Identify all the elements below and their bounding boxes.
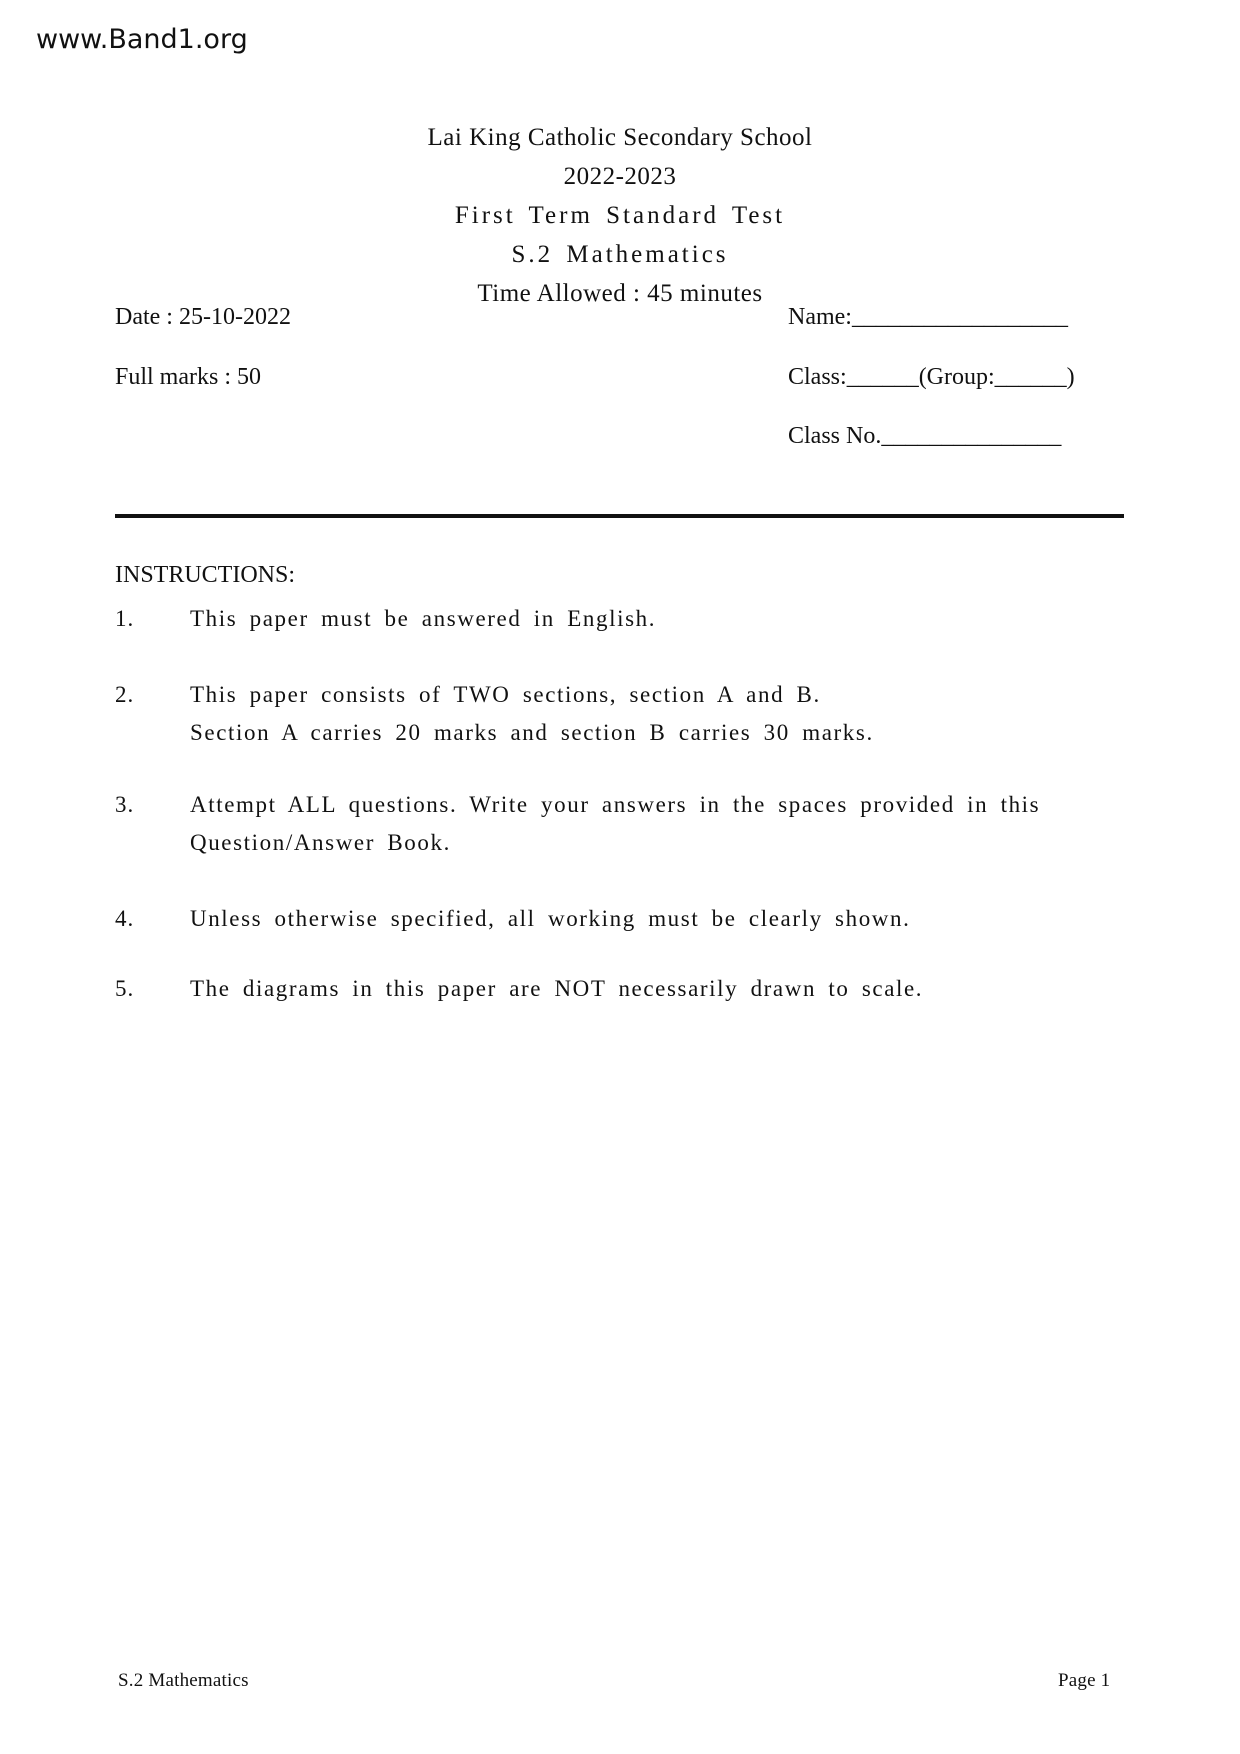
full-marks-label: Full marks : 50: [115, 364, 262, 390]
instruction-item-3: [115, 786, 1125, 862]
instruction-text: [190, 676, 1125, 752]
instruction-item-4: [115, 900, 1125, 938]
class-no-label: Class No.: [788, 423, 882, 449]
group-close-paren: ): [1066, 364, 1075, 390]
time-allowed: Time Allowed : 45 minutes: [477, 280, 763, 307]
class-group-field: [788, 364, 1075, 391]
instruction-line: Attempt ALL questions. Write your answers in the spaces provided in this: [190, 792, 1041, 817]
instruction-line: This paper must be answered in English.: [190, 606, 657, 631]
instruction-number: 3.: [115, 792, 135, 817]
watermark-url: www.Band1.org: [36, 24, 248, 55]
instruction-text: [190, 970, 1125, 1008]
class-blank-line: ______: [846, 364, 919, 390]
instruction-line: Question/Answer Book.: [190, 830, 451, 855]
instructions-heading: INSTRUCTIONS:: [115, 562, 296, 588]
class-no-blank-line: _______________: [881, 423, 1062, 449]
paper-header: [0, 118, 1240, 313]
instruction-number: 5.: [115, 976, 135, 1001]
instruction-text: [190, 786, 1125, 862]
test-name: First Term Standard Test: [454, 202, 786, 229]
instruction-text: [190, 900, 1125, 938]
name-field: [788, 304, 1068, 331]
instruction-item-5: [115, 970, 1125, 1008]
instruction-line: Unless otherwise specified, all working must be clearly shown.: [190, 906, 911, 931]
group-blank-line: ______: [994, 364, 1067, 390]
instruction-item-2: [115, 676, 1125, 752]
instruction-number: 4.: [115, 906, 135, 931]
school-year: 2022-2023: [563, 163, 677, 190]
name-blank-line: __________________: [851, 304, 1068, 330]
header-divider-rule: [115, 514, 1124, 518]
date-label: Date : 25-10-2022: [115, 304, 291, 330]
instruction-text: [190, 600, 1125, 638]
group-label: (Group:: [918, 364, 995, 390]
instruction-number: 1.: [115, 606, 135, 631]
footer-subject: S.2 Mathematics: [118, 1670, 249, 1691]
instruction-item-1: [115, 600, 1125, 638]
instruction-line: The diagrams in this paper are NOT necessarily drawn to scale.: [190, 976, 924, 1001]
subject-name: S.2 Mathematics: [511, 241, 729, 268]
class-label: Class:: [788, 364, 847, 390]
name-label: Name:: [788, 304, 852, 330]
instruction-line: This paper consists of TWO sections, section A and B.: [190, 682, 821, 707]
school-name: Lai King Catholic Secondary School: [427, 124, 813, 151]
instruction-number: 2.: [115, 682, 135, 707]
class-no-field: [788, 423, 1061, 450]
instruction-line: Section A carries 20 marks and section B carries 30 marks.: [190, 720, 874, 745]
footer-page-number: Page 1: [1058, 1670, 1111, 1691]
